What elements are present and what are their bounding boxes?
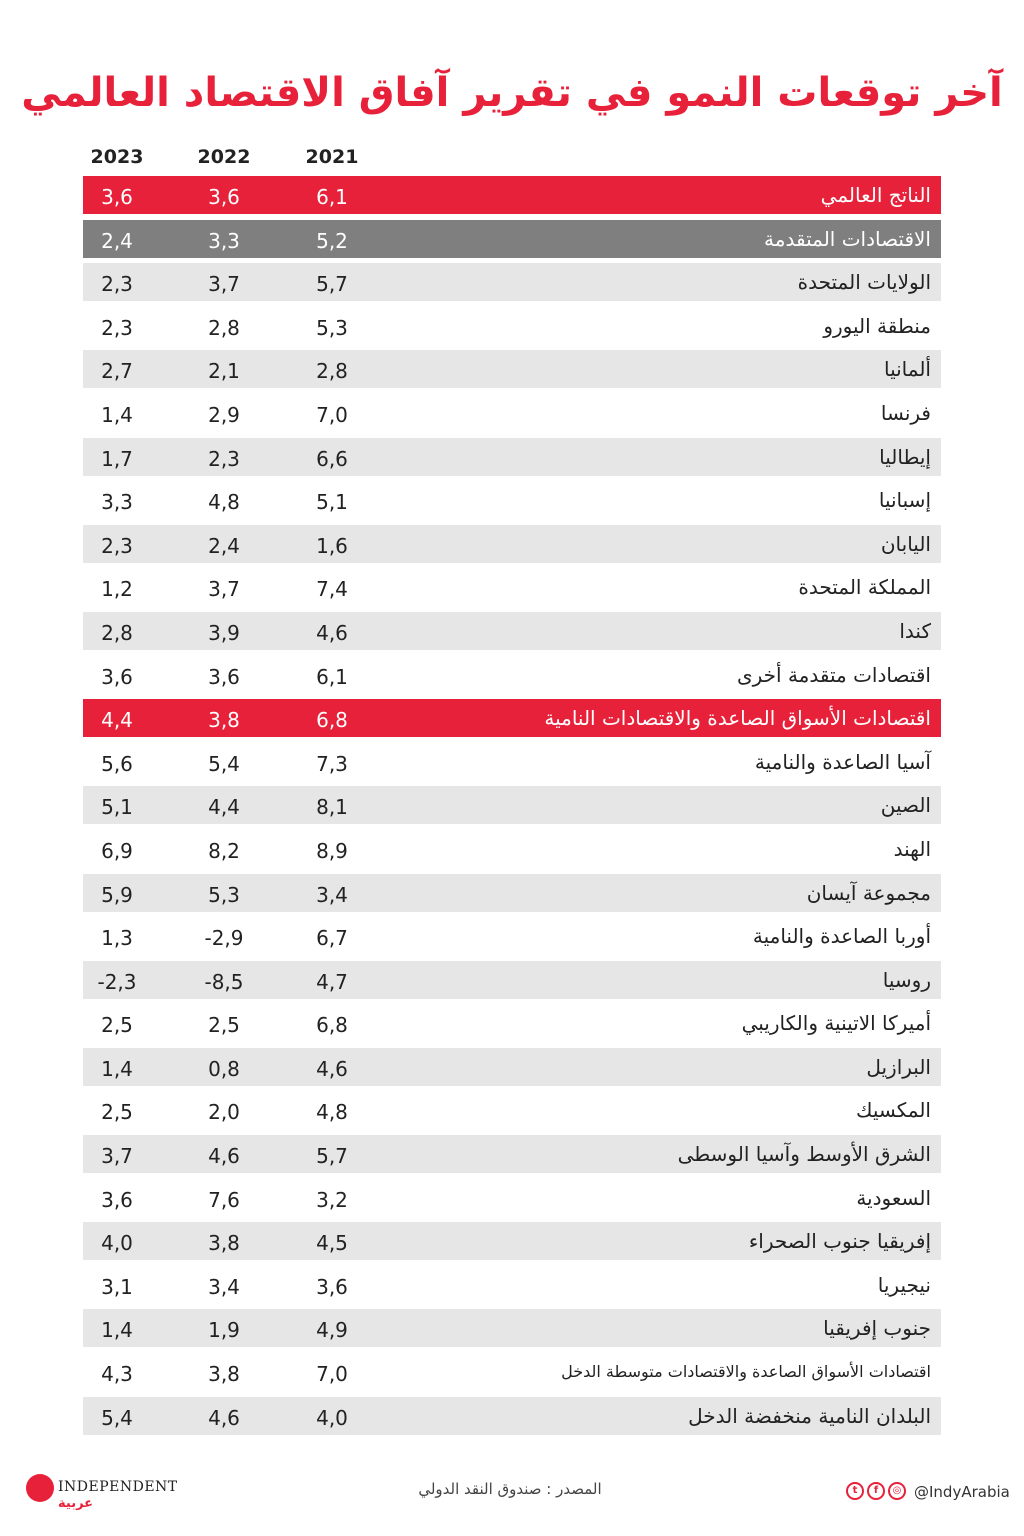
twitter-icon[interactable]: t — [846, 1482, 864, 1500]
table-row — [83, 263, 941, 301]
row-label: إفريقيا جنوب الصحراء — [748, 1229, 931, 1254]
table-row — [83, 830, 941, 868]
value-2023: 2,5 — [101, 1013, 133, 1038]
row-label: إيطاليا — [879, 444, 931, 469]
value-2022: 4,4 — [208, 795, 240, 820]
value-2023: 5,1 — [101, 795, 133, 820]
row-label: الهند — [893, 836, 931, 861]
value-2023: 2,3 — [101, 272, 133, 297]
value-2021: 4,7 — [316, 969, 348, 994]
social-handle[interactable]: @IndyArabia — [914, 1483, 1010, 1501]
table-row — [83, 568, 941, 606]
value-2021: 5,2 — [316, 228, 348, 253]
table-row — [83, 743, 941, 781]
value-2023: 1,3 — [101, 926, 133, 951]
table-row — [83, 961, 941, 999]
value-2021: 7,3 — [316, 751, 348, 776]
table-row — [83, 917, 941, 955]
value-2021: 6,8 — [316, 708, 348, 733]
value-2021: 1,6 — [316, 533, 348, 558]
value-2022: 3,7 — [208, 272, 240, 297]
value-2022: 4,8 — [208, 490, 240, 515]
table-row — [83, 612, 941, 650]
value-2023: 2,5 — [101, 1100, 133, 1125]
value-2023: 3,6 — [101, 185, 133, 209]
row-label: مجموعة آيسان — [806, 880, 931, 905]
row-label: المكسيك — [856, 1098, 931, 1123]
row-label: إسبانيا — [878, 488, 931, 513]
row-label: روسيا — [882, 967, 931, 992]
value-2022: 3,6 — [208, 664, 240, 689]
table-row — [83, 350, 941, 388]
value-2023: 4,3 — [101, 1362, 133, 1387]
value-2021: 5,3 — [316, 315, 348, 340]
value-2022: 2,4 — [208, 533, 240, 558]
value-2023: 6,9 — [101, 838, 133, 863]
table-row — [83, 786, 941, 824]
value-2022: 5,4 — [208, 751, 240, 776]
row-label: آسيا الصاعدة والنامية — [754, 749, 931, 774]
value-2021: 2,8 — [316, 359, 348, 384]
value-2021: 7,0 — [316, 402, 348, 427]
value-2022: 8,2 — [208, 838, 240, 863]
table-row — [83, 1309, 941, 1347]
value-2022: 3,8 — [208, 1231, 240, 1256]
value-2022: 3,3 — [208, 228, 240, 253]
value-2022: 1,9 — [208, 1318, 240, 1343]
row-label: الشرق الأوسط وآسيا الوسطى — [677, 1142, 931, 1167]
row-label: اليابان — [880, 531, 931, 556]
row-label: اقتصادات الأسواق الصاعدة والاقتصادات النامية — [544, 706, 931, 731]
value-2022: 3,7 — [208, 577, 240, 602]
table-row — [83, 307, 941, 345]
value-2022: -8,5 — [204, 969, 244, 994]
table-row — [83, 176, 941, 214]
value-2023: 1,4 — [101, 1318, 133, 1343]
value-2023: 2,4 — [101, 228, 133, 253]
value-2023: 4,4 — [101, 708, 133, 733]
value-2022: 3,6 — [208, 185, 240, 209]
value-2022: 2,5 — [208, 1013, 240, 1038]
row-label: اقتصادات متقدمة أخرى — [736, 662, 931, 687]
value-2021: 5,1 — [316, 490, 348, 515]
value-2023: 3,3 — [101, 490, 133, 515]
table-row — [83, 1266, 941, 1304]
value-2023: 2,8 — [101, 620, 133, 645]
value-2023: -2,3 — [97, 969, 137, 994]
value-2022: 4,6 — [208, 1405, 240, 1430]
value-2021: 6,6 — [316, 446, 348, 471]
logo-text-ar: عربية — [58, 1496, 94, 1511]
value-2021: 4,5 — [316, 1231, 348, 1256]
value-2023: 1,4 — [101, 402, 133, 427]
value-2023: 3,1 — [101, 1274, 133, 1299]
table-row — [83, 874, 941, 912]
table-row — [83, 220, 941, 258]
table-row — [83, 525, 941, 563]
row-label: جنوب إفريقيا — [823, 1316, 931, 1341]
table-row — [83, 699, 941, 737]
table-row — [83, 1397, 941, 1435]
value-2022: -2,9 — [204, 926, 244, 951]
value-2022: 0,8 — [208, 1056, 240, 1081]
page-title: آخر توقعات النمو في تقرير آفاق الاقتصاد العالمي — [21, 70, 1003, 116]
value-2023: 4,0 — [101, 1231, 133, 1256]
value-2022: 3,4 — [208, 1274, 240, 1299]
value-2021: 3,4 — [316, 882, 348, 907]
value-2021: 4,8 — [316, 1100, 348, 1125]
forecast-table — [83, 176, 941, 1440]
value-2023: 1,2 — [101, 577, 133, 602]
value-2022: 2,9 — [208, 402, 240, 427]
row-label: المملكة المتحدة — [798, 575, 931, 600]
value-2023: 5,6 — [101, 751, 133, 776]
row-label: الولايات المتحدة — [797, 270, 931, 295]
value-2021: 6,8 — [316, 1013, 348, 1038]
table-row — [83, 656, 941, 694]
table-row — [83, 1004, 941, 1042]
value-2021: 4,0 — [316, 1405, 348, 1430]
row-label: منطقة اليورو — [823, 313, 931, 338]
value-2023: 2,7 — [101, 359, 133, 384]
value-2021: 7,0 — [316, 1362, 348, 1387]
value-2023: 5,9 — [101, 882, 133, 907]
row-label: الاقتصادات المتقدمة — [764, 226, 931, 251]
row-label: نيجيريا — [877, 1272, 931, 1297]
row-label: اقتصادات الأسواق الصاعدة والاقتصادات متوسطة الدخل — [561, 1362, 931, 1382]
table-row — [83, 1353, 941, 1391]
value-2023: 3,6 — [101, 1187, 133, 1212]
value-2022: 7,6 — [208, 1187, 240, 1212]
logo-text-en: INDEPENDENT — [58, 1479, 178, 1495]
row-label: البرازيل — [866, 1054, 931, 1079]
row-label: الناتج العالمي — [820, 183, 931, 207]
value-2021: 8,1 — [316, 795, 348, 820]
value-2022: 3,9 — [208, 620, 240, 645]
table-row — [83, 1091, 941, 1129]
value-2022: 2,3 — [208, 446, 240, 471]
value-2021: 7,4 — [316, 577, 348, 602]
year-header-2023: 2023 — [90, 146, 144, 168]
value-2021: 4,6 — [316, 1056, 348, 1081]
value-2021: 6,1 — [316, 185, 348, 209]
source-note: المصدر : صندوق النقد الدولي — [418, 1480, 602, 1498]
value-2021: 4,6 — [316, 620, 348, 645]
value-2022: 2,0 — [208, 1100, 240, 1125]
row-label: أميركا الاتينية والكاريبي — [741, 1011, 931, 1036]
row-label: كندا — [899, 618, 931, 643]
row-label: فرنسا — [880, 400, 931, 425]
value-2023: 3,6 — [101, 664, 133, 689]
facebook-icon[interactable]: f — [867, 1482, 885, 1500]
value-2023: 2,3 — [101, 315, 133, 340]
row-label: أوربا الصاعدة والنامية — [752, 924, 931, 949]
value-2021: 3,6 — [316, 1274, 348, 1299]
value-2021: 3,2 — [316, 1187, 348, 1212]
table-row — [83, 1048, 941, 1086]
value-2021: 5,7 — [316, 1144, 348, 1169]
value-2023: 5,4 — [101, 1405, 133, 1430]
year-header-2021: 2021 — [305, 146, 359, 168]
value-2021: 6,1 — [316, 664, 348, 689]
value-2022: 2,8 — [208, 315, 240, 340]
row-label: البلدان النامية منخفضة الدخل — [688, 1403, 931, 1428]
value-2021: 4,9 — [316, 1318, 348, 1343]
row-label: الصين — [880, 793, 931, 818]
independent-logo — [26, 1474, 196, 1514]
value-2021: 8,9 — [316, 838, 348, 863]
table-row — [83, 394, 941, 432]
table-row — [83, 1179, 941, 1217]
value-2022: 3,8 — [208, 708, 240, 733]
value-2021: 5,7 — [316, 272, 348, 297]
table-row — [83, 1222, 941, 1260]
row-label: السعودية — [856, 1185, 931, 1210]
value-2021: 6,7 — [316, 926, 348, 951]
table-row — [83, 438, 941, 476]
value-2023: 1,4 — [101, 1056, 133, 1081]
value-2022: 3,8 — [208, 1362, 240, 1387]
value-2022: 2,1 — [208, 359, 240, 384]
eagle-icon — [26, 1474, 54, 1502]
table-row — [83, 1135, 941, 1173]
value-2023: 1,7 — [101, 446, 133, 471]
year-header-2022: 2022 — [197, 146, 251, 168]
value-2023: 2,3 — [101, 533, 133, 558]
row-label: ألمانيا — [883, 357, 931, 382]
table-row — [83, 481, 941, 519]
value-2023: 3,7 — [101, 1144, 133, 1169]
instagram-icon[interactable]: ◎ — [888, 1482, 906, 1500]
value-2022: 5,3 — [208, 882, 240, 907]
value-2022: 4,6 — [208, 1144, 240, 1169]
